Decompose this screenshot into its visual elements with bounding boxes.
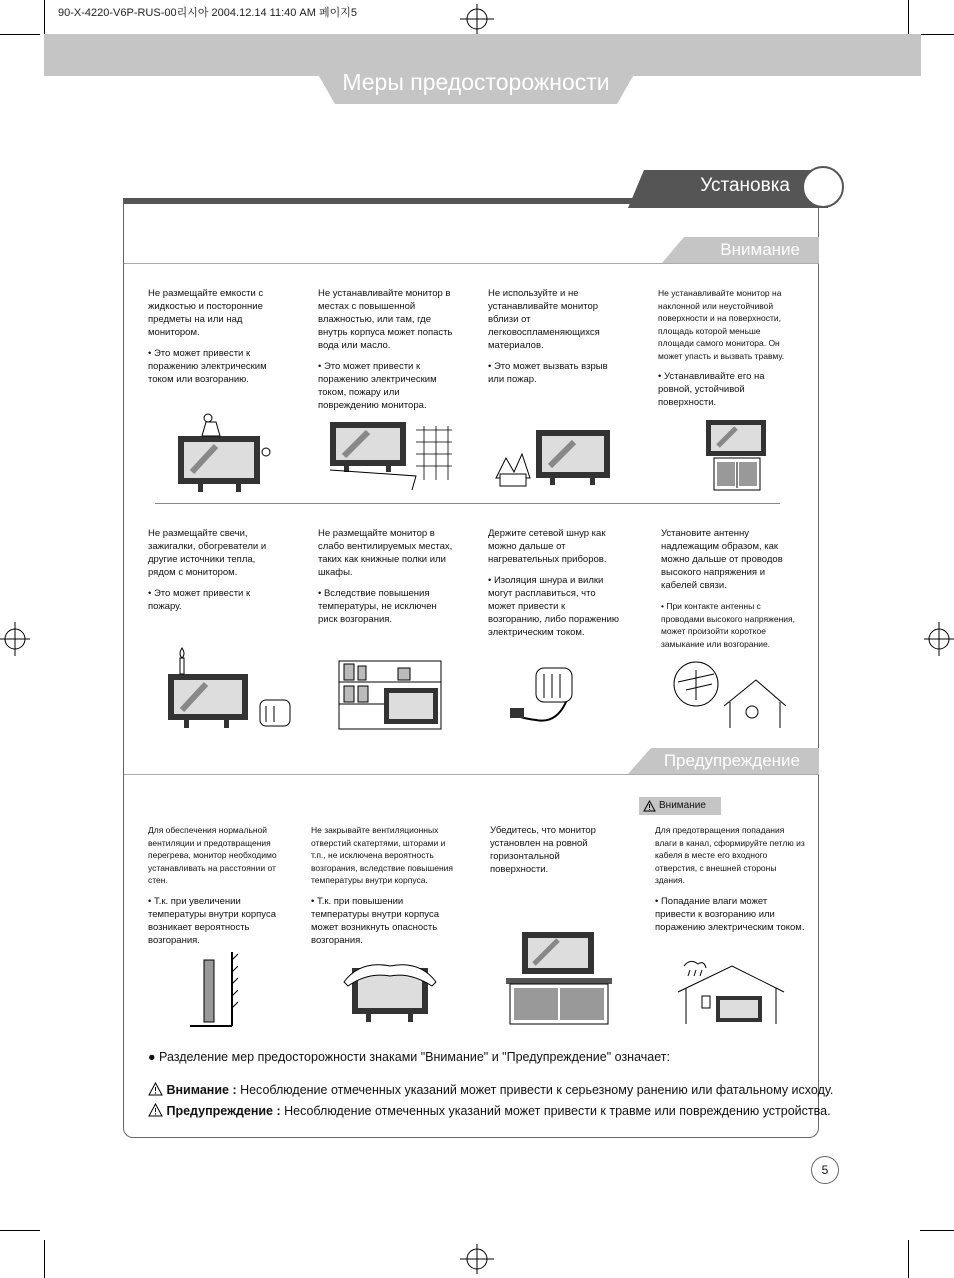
legend-caution bbox=[148, 1082, 833, 1097]
crop-mark bbox=[920, 34, 954, 35]
page-number: 5 bbox=[811, 1156, 839, 1184]
antenna-near-power-lines-illustration bbox=[668, 660, 788, 730]
crop-mark bbox=[908, 1240, 909, 1278]
monitor-near-flammables-illustration bbox=[492, 428, 628, 492]
monitor-on-stand-illustration bbox=[702, 418, 772, 492]
caution-item-3: Не используйте и не устанавливайте монитор вблизи от легковоспламеняющихся материалов. • Это может вызвать взрыв или пожар. bbox=[488, 288, 608, 385]
crop-mark bbox=[920, 1230, 954, 1231]
cable-loop-building-illustration bbox=[676, 956, 786, 1026]
power-cord-near-heater-illustration bbox=[506, 664, 602, 730]
monitor-in-bookshelf-illustration bbox=[338, 660, 442, 730]
warning-triangle-icon bbox=[148, 1082, 163, 1096]
crop-mark bbox=[0, 34, 40, 35]
warning-triangle-icon bbox=[148, 1103, 163, 1117]
print-header: 90-X-4220-V6P-RUS-00리시아 2004.12.14 11:40 AM 페이지5 bbox=[58, 7, 357, 19]
caution-item-6: Не размещайте монитор в слабо вентилируемых местах, таких как книжные полки или шкафы. • Вследствие повышения температуры, не исключен риск возгорания. bbox=[318, 528, 453, 625]
warning-item-2: Не закрывайте вентиляционных отверстий скатертями, шторами и т.п., не исключена вероятность возгорания, вследствие повышения температуры внутри корпуса. • Т.к. при повышении температуры внутри корпуса может возникнуть опасность возгорания. bbox=[311, 825, 453, 946]
legend-caution-term: Внимание : bbox=[166, 1083, 237, 1097]
page-title: Меры предосторожности bbox=[342, 69, 610, 95]
note-box-label: Внимание bbox=[659, 800, 706, 811]
section-title: Установка bbox=[700, 175, 790, 196]
caution-item-1: Не размещайте емкости с жидкостью и посторонние предметы на или над монитором. • Это может привести к поражению электрическим током или возгоранию. bbox=[148, 288, 267, 385]
registration-mark bbox=[0, 622, 30, 656]
crop-mark bbox=[908, 0, 909, 38]
monitor-with-vase-illustration bbox=[172, 412, 272, 494]
caution-divider bbox=[124, 263, 819, 264]
registration-mark bbox=[460, 4, 494, 34]
caution-item-4: Не устанавливайте монитор на наклонной или неустойчивой поверхности и на поверхности, площадь которой меньше площади самого монитора. Он может упасть и вызвать травму. • Устанавливайте его на ровной, устойчивой поверхности. bbox=[658, 288, 785, 408]
crop-mark bbox=[0, 1230, 40, 1231]
monitor-distance-from-wall-illustration bbox=[186, 950, 238, 1030]
registration-mark bbox=[460, 1244, 494, 1274]
caution-item-8: Установите антенну надлежащим образом, как можно дальше от проводов высокого напряжения и кабелей связи. • При контакте антенны с проводами высокого напряжения, может произойти короткое замыкание или возгорание. bbox=[661, 528, 795, 649]
monitor-near-heater-illustration bbox=[162, 644, 296, 730]
section-circle bbox=[802, 166, 844, 208]
legend-intro: ● Разделение мер предосторожности знаками "Внимание" и "Предупреждение" означает: bbox=[148, 1050, 670, 1064]
crop-mark bbox=[44, 0, 45, 38]
registration-mark bbox=[924, 622, 954, 656]
warning-label: Предупреждение bbox=[663, 751, 800, 770]
warning-item-1: Для обеспечения нормальной вентиляции и предотвращения перегрева, монитор необходимо устанавливать на расстоянии от стен. • Т.к. при увеличении температуры внутри корпуса возникает вероятность возгорания. bbox=[148, 825, 277, 946]
monitor-on-flat-surface-illustration bbox=[504, 930, 614, 1026]
caution-item-2: Не устанавливайте монитор в местах с повышенной влажностью, или там, где внутрь корпуса может попасть вода или масло. • Это может привести к поражению электрическим током, пожару или повреждению монитора. bbox=[318, 288, 453, 411]
legend-warning bbox=[148, 1103, 831, 1118]
note-box bbox=[639, 797, 721, 815]
warning-item-3: Убедитесь, что монитор установлен на ровной горизонтальной поверхности. bbox=[490, 825, 596, 875]
legend-warning-term: Предупреждение : bbox=[166, 1104, 281, 1118]
crop-mark bbox=[44, 1240, 45, 1278]
monitor-covered-with-cloth-illustration bbox=[340, 960, 440, 1026]
caution-item-7: Держите сетевой шнур как можно дальше от нагревательных приборов. • Изоляция шнура и вилки могут расплавиться, что может привести к возгоранию, либо поражению электрическим током. bbox=[488, 528, 620, 638]
caution-label: Внимание bbox=[720, 240, 800, 259]
monitor-humid-place-illustration bbox=[320, 420, 456, 492]
caution-item-5: Не размещайте свечи, зажигалки, обогреватели и другие источники тепла, рядом с монитором. • Это может привести к пожару. bbox=[148, 528, 267, 612]
row-divider bbox=[155, 503, 780, 504]
warning-item-4: Для предотвращения попадания влаги в канал, сформируйте петлю из кабеля в месте его входного отверстия, с внешней стороны здания. • Попадание влаги может привести к возгоранию или поражению электрическим током. bbox=[655, 825, 805, 933]
warning-triangle-icon bbox=[643, 800, 656, 812]
legend-warning-text: Несоблюдение отмеченных указаний может привести к травме или повреждению устройства. bbox=[280, 1104, 831, 1118]
legend-caution-text: Несоблюдение отмеченных указаний может привести к серьезному ранению или фатальному исходу. bbox=[236, 1083, 834, 1097]
warning-divider bbox=[124, 774, 819, 775]
